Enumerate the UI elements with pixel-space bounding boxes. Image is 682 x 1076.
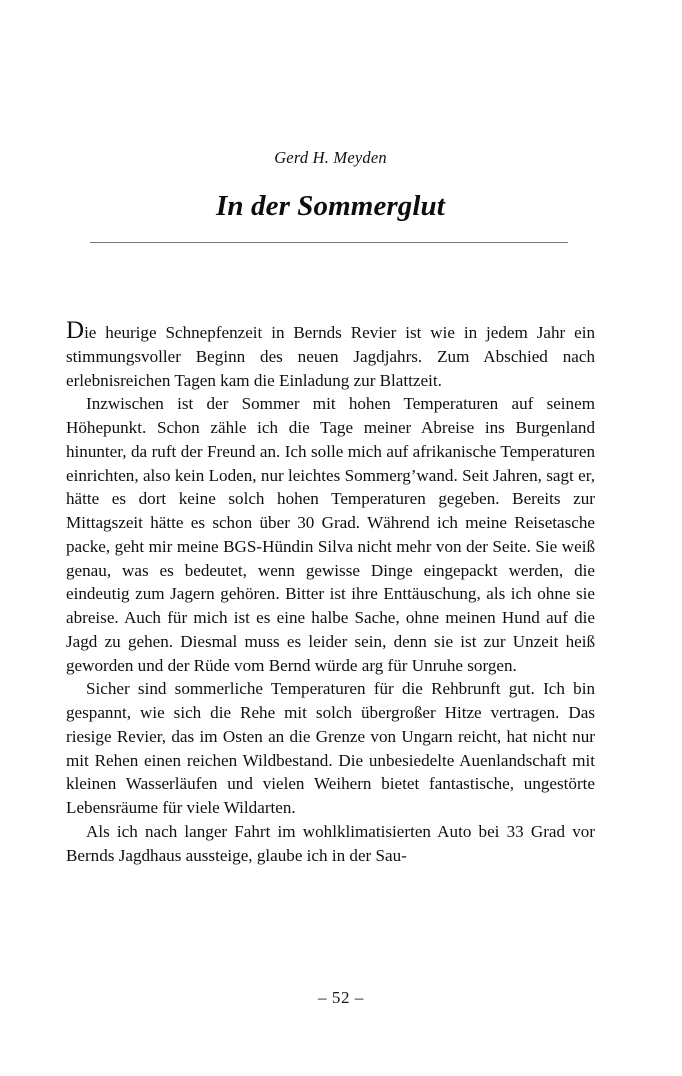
page-title: In der Sommerglut (216, 189, 445, 222)
page-number: – 52 – (317, 988, 365, 1007)
body-paragraph: Sicher sind sommerliche Temperaturen für die Rehbrunft gut. Ich bin gespannt, wie sich die Rehe mit solch übergroßer Hitze vertragen. Das riesige Revier, das im Osten an die Grenze von Ungarn reicht, hat nicht nur mit Rehen einen reichen Wildbestand. Die unbesiedelte Auenlandschaft mit kleinen Wasserläufen und vielen Weihern bietet fantastische, ungestörte Lebensräume für viele Wildarten. (66, 679, 595, 817)
chapter-title-block (66, 148, 595, 224)
body-text-block (66, 318, 595, 867)
body-paragraph: Die heurige Schnepfenzeit in Bernds Revier ist wie in jedem Jahr ein stimmungsvoller Beginn des neuen Jagdjahrs. Zum Abschied nach erlebnisreichen Tagen kam die Einladung zur Blattzeit. (66, 317, 595, 390)
title-divider-rule (90, 242, 568, 243)
body-paragraph: Als ich nach langer Fahrt im wohlklimatisierten Auto bei 33 Grad vor Bernds Jagdhaus aussteige, glaube ich in der Sau- (66, 821, 595, 865)
author-name: Gerd H. Meyden (274, 148, 387, 167)
body-paragraph: Inzwischen ist der Sommer mit hohen Temperaturen auf seinem Höhepunkt. Schon zähle ich die Tage meiner Abreise ins Burgenland hinunter, da ruft der Freund an. Ich solle mich auf afrikanische Temperaturen einrichten, also kein Loden, nur leichtes Sommerg’wand. Seit Jahren, sagt er, hätte es dort keine solch hohen Temperaturen gegeben. Bereits zur Mittagszeit hätte es schon über 30 Grad. Während ich meine Reisetasche packe, geht mir meine BGS-Hündin Silva nicht mehr von der Seite. Sie weiß genau, was es bedeutet, wenn gewisse Dinge eingepackt werden, die eindeutig zum Jagern gehören. Bitter ist ihre Enttäuschung, als ich ohne sie abreise. Auch für mich ist es eine halbe Sache, ohne meinen Hund auf die Jagd zu gehen. Diesmal muss es leider sein, denn sie ist zur Unzeit heiß geworden und der Rüde vom Bernd würde arg für Unruhe sorgen. (66, 394, 595, 675)
paragraph-initial-capital: D (66, 317, 85, 344)
